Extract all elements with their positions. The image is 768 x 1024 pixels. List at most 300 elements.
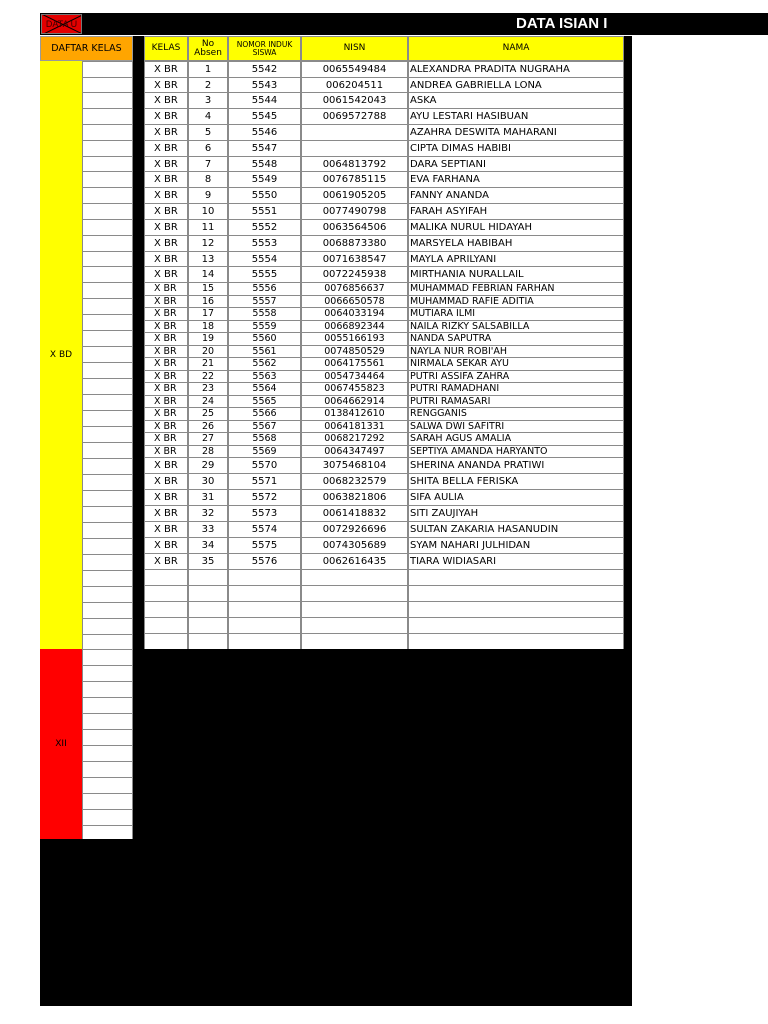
column-gap [133,36,144,1006]
class-list-cell[interactable] [82,61,133,78]
cell-kelas[interactable]: X BR [144,473,188,490]
class-list-cell[interactable] [82,203,133,220]
cell-no[interactable]: 11 [188,219,228,236]
cell-nis[interactable]: 5545 [228,108,301,125]
cell-nama[interactable]: MARSYELA HABIBAH [408,235,624,252]
cell-nisn[interactable]: 0072926696 [301,521,408,538]
cell-nisn[interactable]: 006204511 [301,77,408,93]
header-no-absen-line2: Absen [194,47,222,58]
cell-no[interactable]: 3 [188,92,228,109]
cell-no[interactable]: 22 [188,370,228,383]
class-list-cell[interactable] [82,298,133,315]
cell-no[interactable]: 13 [188,251,228,267]
class-list-cell[interactable] [82,474,133,491]
cell-nama[interactable]: ASKA [408,92,624,109]
class-list-cell[interactable] [82,570,133,587]
table-row[interactable] [144,569,624,586]
class-list-cell[interactable] [82,124,133,141]
cell-no[interactable]: 10 [188,203,228,220]
cell-kelas[interactable]: X BR [144,370,188,383]
class-list-cell[interactable] [82,602,133,619]
table-row[interactable] [144,92,624,109]
class-list-cell[interactable] [82,378,133,395]
cell-nis[interactable] [228,601,301,618]
table-row[interactable] [144,307,624,321]
class-group-label: XII [55,739,67,749]
table-row[interactable] [144,407,624,421]
cell-kelas[interactable]: X BR [144,235,188,252]
class-list-cell[interactable] [82,108,133,125]
cell-kelas[interactable]: X BR [144,382,188,396]
cell-nis[interactable] [228,633,301,650]
table-row[interactable] [144,432,624,446]
cell-nisn[interactable] [301,617,408,634]
cell-nama[interactable]: PUTRI RAMADHANI [408,382,624,396]
table-row[interactable] [144,473,624,490]
cell-kelas[interactable]: X BR [144,457,188,474]
cell-nisn[interactable]: 0061418832 [301,505,408,522]
table-row[interactable] [144,357,624,371]
cell-nisn[interactable]: 0062616435 [301,553,408,570]
class-group-xii[interactable] [40,649,82,839]
cell-kelas[interactable]: X BR [144,420,188,433]
cell-no[interactable]: 14 [188,266,228,283]
table-row[interactable] [144,156,624,172]
cell-nis[interactable]: 5565 [228,395,301,408]
cell-nisn[interactable]: 0064662914 [301,395,408,408]
cell-no[interactable]: 16 [188,295,228,308]
table-row[interactable] [144,266,624,283]
table-row[interactable] [144,505,624,522]
class-list-cell[interactable] [82,251,133,267]
page-title: DATA ISIAN I [516,15,608,32]
table-row[interactable] [144,457,624,474]
cell-nis[interactable]: 5563 [228,370,301,383]
cell-nis[interactable]: 5550 [228,187,301,204]
class-list-cell[interactable] [82,394,133,411]
class-group-x-bd[interactable] [40,61,82,649]
cell-nis[interactable] [228,585,301,602]
class-list-cell[interactable] [82,156,133,172]
cell-no[interactable]: 27 [188,432,228,446]
table-row[interactable] [144,382,624,396]
class-list-cell[interactable] [82,793,133,810]
cell-kelas[interactable] [144,617,188,634]
cell-kelas[interactable]: X BR [144,92,188,109]
cell-nisn[interactable]: 0066892344 [301,320,408,333]
cell-nama[interactable]: SHITA BELLA FERISKA [408,473,624,490]
cell-nisn[interactable]: 0076785115 [301,171,408,188]
cell-nama[interactable]: SIFA AULIA [408,489,624,506]
cell-nama[interactable]: MALIKA NURUL HIDAYAH [408,219,624,236]
cell-no[interactable]: 24 [188,395,228,408]
cell-no[interactable] [188,617,228,634]
cell-nis[interactable]: 5562 [228,357,301,371]
header-no-absen [188,36,228,61]
cell-nisn[interactable] [301,569,408,586]
cell-nama[interactable]: SARAH AGUS AMALIA [408,432,624,446]
cell-kelas[interactable]: X BR [144,219,188,236]
cell-kelas[interactable]: X BR [144,140,188,157]
cell-nisn[interactable]: 0054734464 [301,370,408,383]
table-row[interactable] [144,171,624,188]
cell-no[interactable] [188,585,228,602]
cell-nisn[interactable]: 0063821806 [301,489,408,506]
cell-no[interactable]: 4 [188,108,228,125]
cell-nama[interactable]: ANDREA GABRIELLA LONA [408,77,624,93]
class-list-cell[interactable] [82,346,133,363]
cell-no[interactable]: 26 [188,420,228,433]
cell-nama[interactable]: TIARA WIDIASARI [408,553,624,570]
cell-nisn[interactable]: 0065549484 [301,61,408,78]
header-nomor-induk [228,36,301,61]
cell-nisn[interactable] [301,601,408,618]
header-kelas: KELAS [144,36,188,61]
header-nama: NAMA [408,36,624,61]
class-list-cell[interactable] [82,330,133,347]
cell-no[interactable]: 12 [188,235,228,252]
class-list-cell[interactable] [82,187,133,204]
cell-nis[interactable]: 5551 [228,203,301,220]
table-row[interactable] [144,219,624,236]
cell-kelas[interactable]: X BR [144,203,188,220]
cell-nama[interactable] [408,601,624,618]
cell-nama[interactable]: FARAH ASYIFAH [408,203,624,220]
class-list-cell[interactable] [82,777,133,794]
cell-nis[interactable]: 5573 [228,505,301,522]
cell-nisn[interactable]: 0066650578 [301,295,408,308]
header-no-absen-line1: No [201,38,215,49]
cell-nis[interactable]: 5546 [228,124,301,141]
cell-nama[interactable] [408,633,624,650]
cell-nis[interactable]: 5544 [228,92,301,109]
cell-kelas[interactable]: X BR [144,266,188,283]
cell-kelas[interactable] [144,601,188,618]
cell-no[interactable]: 30 [188,473,228,490]
cell-nama[interactable]: MIRTHANIA NURALLAIL [408,266,624,283]
class-list-cell[interactable] [82,410,133,427]
class-list-cell[interactable] [82,442,133,459]
cell-nama[interactable] [408,585,624,602]
class-list-cell[interactable] [82,314,133,331]
cell-nisn[interactable]: 0074850529 [301,345,408,358]
cell-nis[interactable]: 5558 [228,307,301,321]
cell-nis[interactable]: 5554 [228,251,301,267]
cell-nama[interactable]: MAYLA APRILYANI [408,251,624,267]
cell-kelas[interactable]: X BR [144,553,188,570]
cell-nama[interactable]: MUHAMMAD FEBRIAN FARHAN [408,282,624,296]
class-list-cell[interactable] [82,649,133,666]
cell-no[interactable]: 2 [188,77,228,93]
cell-nis[interactable]: 5576 [228,553,301,570]
cell-nama[interactable]: PUTRI ASSIFA ZAHRA [408,370,624,383]
cell-nis[interactable] [228,569,301,586]
table-row[interactable] [144,585,624,602]
cell-nisn[interactable]: 0138412610 [301,407,408,421]
class-list-cell[interactable] [82,266,133,283]
class-list-cell[interactable] [82,171,133,188]
cell-kelas[interactable]: X BR [144,295,188,308]
cell-nisn[interactable]: 0071638547 [301,251,408,267]
table-row[interactable] [144,140,624,157]
cell-nis[interactable]: 5570 [228,457,301,474]
cell-nama[interactable]: MUTIARA ILMI [408,307,624,321]
header-nomor-induk-line2: SISWA [252,47,277,57]
cell-nisn[interactable]: 0068217292 [301,432,408,446]
cell-kelas[interactable]: X BR [144,124,188,141]
cell-nama[interactable]: SYAM NAHARI JULHIDAN [408,537,624,554]
cell-no[interactable]: 33 [188,521,228,538]
cell-no[interactable]: 28 [188,445,228,458]
class-list-cell[interactable] [82,282,133,299]
class-list-cell[interactable] [82,665,133,682]
cell-nama[interactable]: SITI ZAUJIYAH [408,505,624,522]
class-list-cell[interactable] [82,92,133,109]
cell-nama[interactable]: ALEXANDRA PRADITA NUGRAHA [408,61,624,78]
cell-kelas[interactable]: X BR [144,395,188,408]
cell-nisn[interactable]: 0064181331 [301,420,408,433]
cell-nisn[interactable]: 0064813792 [301,156,408,172]
cell-nama[interactable]: SALWA DWI SAFITRI [408,420,624,433]
cell-kelas[interactable]: X BR [144,505,188,522]
cell-nisn[interactable]: 0061905205 [301,187,408,204]
class-list-cell[interactable] [82,713,133,730]
cell-nama[interactable]: DARA SEPTIANI [408,156,624,172]
class-list-cell[interactable] [82,538,133,555]
class-list-cell[interactable] [82,235,133,252]
cell-no[interactable]: 18 [188,320,228,333]
class-list-cell[interactable] [82,490,133,507]
cell-nis[interactable]: 5560 [228,332,301,346]
cell-kelas[interactable]: X BR [144,61,188,78]
cell-nis[interactable]: 5559 [228,320,301,333]
cell-nisn[interactable]: 0064033194 [301,307,408,321]
cell-kelas[interactable]: X BR [144,489,188,506]
cell-no[interactable]: 19 [188,332,228,346]
cell-no[interactable] [188,569,228,586]
cell-kelas[interactable]: X BR [144,307,188,321]
cell-nama[interactable]: NAILA RIZKY SALSABILLA [408,320,624,333]
cell-no[interactable]: 15 [188,282,228,296]
cell-nis[interactable]: 5564 [228,382,301,396]
table-row[interactable] [144,537,624,554]
cell-kelas[interactable]: X BR [144,77,188,93]
cell-nis[interactable] [228,617,301,634]
table-row[interactable] [144,251,624,267]
cell-nama[interactable]: MUHAMMAD RAFIE ADITIA [408,295,624,308]
class-list-cell[interactable] [82,522,133,539]
cell-kelas[interactable]: X BR [144,357,188,371]
table-row[interactable] [144,617,624,634]
cell-no[interactable]: 9 [188,187,228,204]
table-row[interactable] [144,108,624,125]
cell-nis[interactable]: 5575 [228,537,301,554]
cell-nama[interactable]: NIRMALA SEKAR AYU [408,357,624,371]
cell-nisn[interactable] [301,124,408,141]
cell-nis[interactable]: 5549 [228,171,301,188]
class-list-cell[interactable] [82,681,133,698]
cell-kelas[interactable]: X BR [144,432,188,446]
cell-nis[interactable]: 5552 [228,219,301,236]
cell-no[interactable]: 31 [188,489,228,506]
table-row[interactable] [144,332,624,346]
table-row[interactable] [144,124,624,141]
class-list-cell[interactable] [82,745,133,762]
cell-kelas[interactable]: X BR [144,345,188,358]
cell-nisn[interactable]: 0072245938 [301,266,408,283]
cell-nis[interactable]: 5553 [228,235,301,252]
cell-nis[interactable]: 5543 [228,77,301,93]
cell-nisn[interactable]: 0069572788 [301,108,408,125]
header-nomor-induk-line1: NOMOR INDUK [236,39,293,49]
cell-kelas[interactable]: X BR [144,171,188,188]
cell-nama[interactable]: NANDA SAPUTRA [408,332,624,346]
class-list-cell[interactable] [82,426,133,443]
cell-nis[interactable]: 5542 [228,61,301,78]
class-list-cell[interactable] [82,458,133,475]
cell-no[interactable]: 7 [188,156,228,172]
cell-nis[interactable]: 5556 [228,282,301,296]
table-row[interactable] [144,521,624,538]
cell-kelas[interactable]: X BR [144,251,188,267]
cell-no[interactable]: 23 [188,382,228,396]
cell-no[interactable]: 21 [188,357,228,371]
cell-nis[interactable]: 5566 [228,407,301,421]
cell-nis[interactable]: 5568 [228,432,301,446]
class-list-cell[interactable] [82,506,133,523]
cell-no[interactable]: 6 [188,140,228,157]
cell-nisn[interactable]: 0064175561 [301,357,408,371]
class-list-cell[interactable] [82,219,133,236]
cell-nis[interactable]: 5574 [228,521,301,538]
table-row[interactable] [144,489,624,506]
cell-kelas[interactable] [144,585,188,602]
cell-nisn[interactable]: 0061542043 [301,92,408,109]
cell-kelas[interactable]: X BR [144,282,188,296]
cell-nis[interactable]: 5547 [228,140,301,157]
cell-nisn[interactable] [301,585,408,602]
cell-nis[interactable]: 5548 [228,156,301,172]
cell-nama[interactable]: PUTRI RAMASARI [408,395,624,408]
cell-no[interactable]: 32 [188,505,228,522]
cell-no[interactable]: 5 [188,124,228,141]
cell-nisn[interactable]: 0068232579 [301,473,408,490]
class-list-cell[interactable] [82,729,133,746]
cell-no[interactable]: 20 [188,345,228,358]
header-nisn: NISN [301,36,408,61]
class-list-cell[interactable] [82,761,133,778]
table-row[interactable] [144,203,624,220]
cell-nama[interactable]: SULTAN ZAKARIA HASANUDIN [408,521,624,538]
cell-kelas[interactable]: X BR [144,445,188,458]
cell-nama[interactable]: RENGGANIS [408,407,624,421]
cell-kelas[interactable]: X BR [144,320,188,333]
cell-kelas[interactable] [144,633,188,650]
cell-no[interactable]: 29 [188,457,228,474]
cell-kelas[interactable]: X BR [144,521,188,538]
cell-nama[interactable] [408,617,624,634]
cell-nis[interactable]: 5561 [228,345,301,358]
cell-nis[interactable]: 5567 [228,420,301,433]
class-list-cell[interactable] [82,586,133,603]
cell-kelas[interactable]: X BR [144,332,188,346]
cell-no[interactable]: 1 [188,61,228,78]
class-list-cell[interactable] [82,362,133,379]
cell-no[interactable] [188,633,228,650]
cell-nis[interactable]: 5557 [228,295,301,308]
cell-nisn[interactable] [301,633,408,650]
cell-nis[interactable]: 5572 [228,489,301,506]
cell-nisn[interactable]: 0064347497 [301,445,408,458]
cell-nisn[interactable]: 0067455823 [301,382,408,396]
cell-nis[interactable]: 5571 [228,473,301,490]
cell-no[interactable]: 8 [188,171,228,188]
cell-nisn[interactable]: 0074305689 [301,537,408,554]
class-list-cell[interactable] [82,618,133,635]
cell-nisn[interactable]: 0068873380 [301,235,408,252]
table-row[interactable] [144,187,624,204]
cell-nis[interactable]: 5555 [228,266,301,283]
cell-no[interactable]: 25 [188,407,228,421]
cell-nama[interactable]: FANNY ANANDA [408,187,624,204]
class-list-cell[interactable] [82,697,133,714]
cell-kelas[interactable]: X BR [144,156,188,172]
cell-nisn[interactable]: 0055166193 [301,332,408,346]
cell-no[interactable]: 35 [188,553,228,570]
table-row[interactable] [144,235,624,252]
table-row[interactable] [144,282,624,296]
data-button[interactable] [41,14,82,34]
cell-no[interactable]: 17 [188,307,228,321]
cell-no[interactable]: 34 [188,537,228,554]
class-list-cell[interactable] [82,140,133,157]
class-list-cell[interactable] [82,554,133,571]
cell-nama[interactable]: NAYLA NUR ROBI'AH [408,345,624,358]
table-row[interactable] [144,633,624,650]
table-row[interactable] [144,77,624,93]
class-list-cell[interactable] [82,634,133,650]
class-list-cell[interactable] [82,825,133,840]
table-row[interactable] [144,601,624,618]
cell-nama[interactable]: AYU LESTARI HASIBUAN [408,108,624,125]
cell-nama[interactable]: AZAHRA DESWITA MAHARANI [408,124,624,141]
table-row[interactable] [144,553,624,570]
cell-nisn[interactable]: 0077490798 [301,203,408,220]
cell-nama[interactable]: SEPTIYA AMANDA HARYANTO [408,445,624,458]
right-border [624,36,632,1006]
cell-nisn[interactable]: 0063564506 [301,219,408,236]
title-bar [40,13,768,35]
cell-nama[interactable]: SHERINA ANANDA PRATIWI [408,457,624,474]
cell-kelas[interactable]: X BR [144,537,188,554]
cell-nama[interactable] [408,569,624,586]
cell-kelas[interactable] [144,569,188,586]
cell-nis[interactable]: 5569 [228,445,301,458]
cell-nisn[interactable] [301,140,408,157]
cell-kelas[interactable]: X BR [144,108,188,125]
class-list-cell[interactable] [82,809,133,826]
cell-nisn[interactable]: 3075468104 [301,457,408,474]
cell-nama[interactable]: CIPTA DIMAS HABIBI [408,140,624,157]
cell-nisn[interactable]: 0076856637 [301,282,408,296]
class-list-cell[interactable] [82,77,133,93]
cell-no[interactable] [188,601,228,618]
cell-kelas[interactable]: X BR [144,407,188,421]
cell-kelas[interactable]: X BR [144,187,188,204]
cell-nama[interactable]: EVA FARHANA [408,171,624,188]
data-button-label: DATA U [45,19,78,29]
table-row[interactable] [144,61,624,78]
